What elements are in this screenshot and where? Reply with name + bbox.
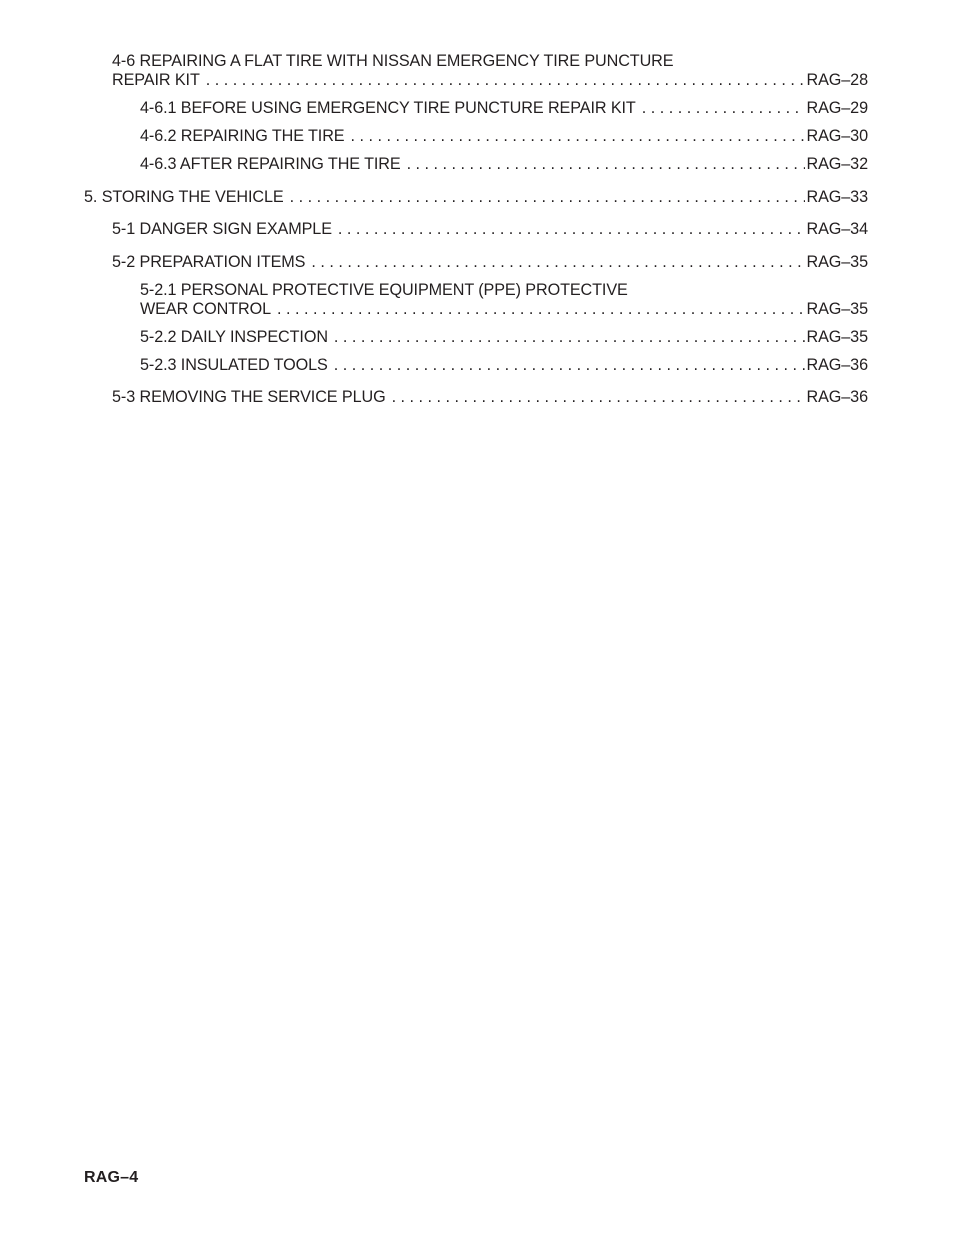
dot-leader: [290, 188, 805, 207]
toc-entry-title: 5. STORING THE VEHICLE: [84, 188, 284, 206]
toc-entry-title-line1: 4-6 REPAIRING A FLAT TIRE WITH NISSAN EMERGENCY TIRE PUNCTURE: [112, 52, 674, 70]
toc-entry-title: WEAR CONTROL: [140, 300, 272, 318]
toc-entry-title: 5-2.3 INSULATED TOOLS: [140, 356, 328, 374]
toc-entry-4-6-2[interactable]: [140, 127, 868, 146]
dot-leader: [407, 155, 805, 174]
dot-leader: [351, 127, 805, 146]
toc-entry-title: 4-6.1 BEFORE USING EMERGENCY TIRE PUNCTURE REPAIR KIT: [140, 99, 636, 117]
toc-entry-title: 4-6.2 REPAIRING THE TIRE: [140, 127, 345, 145]
toc-entry-page: RAG–35: [806, 300, 868, 318]
toc-entry-5-3[interactable]: [112, 388, 868, 407]
dot-leader: [206, 71, 805, 90]
toc-entry-page: RAG–28: [806, 71, 868, 89]
dot-leader: [277, 300, 804, 319]
toc-entry-page: RAG–36: [806, 356, 868, 374]
page-number-footer: RAG–4: [84, 1169, 139, 1186]
dot-leader: [334, 328, 805, 347]
toc-entry-title-line1: 5-2.1 PERSONAL PROTECTIVE EQUIPMENT (PPE) PROTECTIVE: [140, 281, 628, 299]
toc-entry-page: RAG–32: [806, 155, 868, 173]
dot-leader: [338, 220, 805, 239]
toc-entry-page: RAG–29: [806, 99, 868, 117]
toc-entry-title: 5-2.2 DAILY INSPECTION: [140, 328, 328, 346]
toc-entry-5-2-2[interactable]: [140, 328, 868, 347]
toc-entry-5-2-1[interactable]: [140, 281, 868, 319]
toc-entry-4-6-3[interactable]: [140, 155, 868, 174]
toc-entry-5-1[interactable]: [112, 220, 868, 239]
dot-leader: [392, 388, 805, 407]
toc-entry-page: RAG–36: [806, 388, 868, 406]
dot-leader: [311, 253, 804, 272]
toc-entry-title: 5-2 PREPARATION ITEMS: [112, 253, 306, 271]
toc-entry-title: 4-6.3 AFTER REPAIRING THE TIRE: [140, 155, 401, 173]
dot-leader: [334, 356, 805, 375]
toc-entry-4-6[interactable]: [112, 52, 868, 90]
toc-entry-page: RAG–33: [806, 188, 868, 206]
toc-entry-5-2[interactable]: [112, 253, 868, 272]
toc-entry-5-2-3[interactable]: [140, 356, 868, 375]
toc-entry-page: RAG–30: [806, 127, 868, 145]
toc-entry-page: RAG–35: [806, 253, 868, 271]
toc-entry-4-6-1[interactable]: [140, 99, 868, 118]
toc-entry-title: 5-3 REMOVING THE SERVICE PLUG: [112, 388, 386, 406]
toc-entry-page: RAG–34: [806, 220, 868, 238]
toc-entry-page: RAG–35: [806, 328, 868, 346]
dot-leader: [642, 99, 805, 118]
toc-entry-title: REPAIR KIT: [112, 71, 200, 89]
toc-entry-5[interactable]: [84, 188, 868, 207]
toc-entry-title: 5-1 DANGER SIGN EXAMPLE: [112, 220, 332, 238]
